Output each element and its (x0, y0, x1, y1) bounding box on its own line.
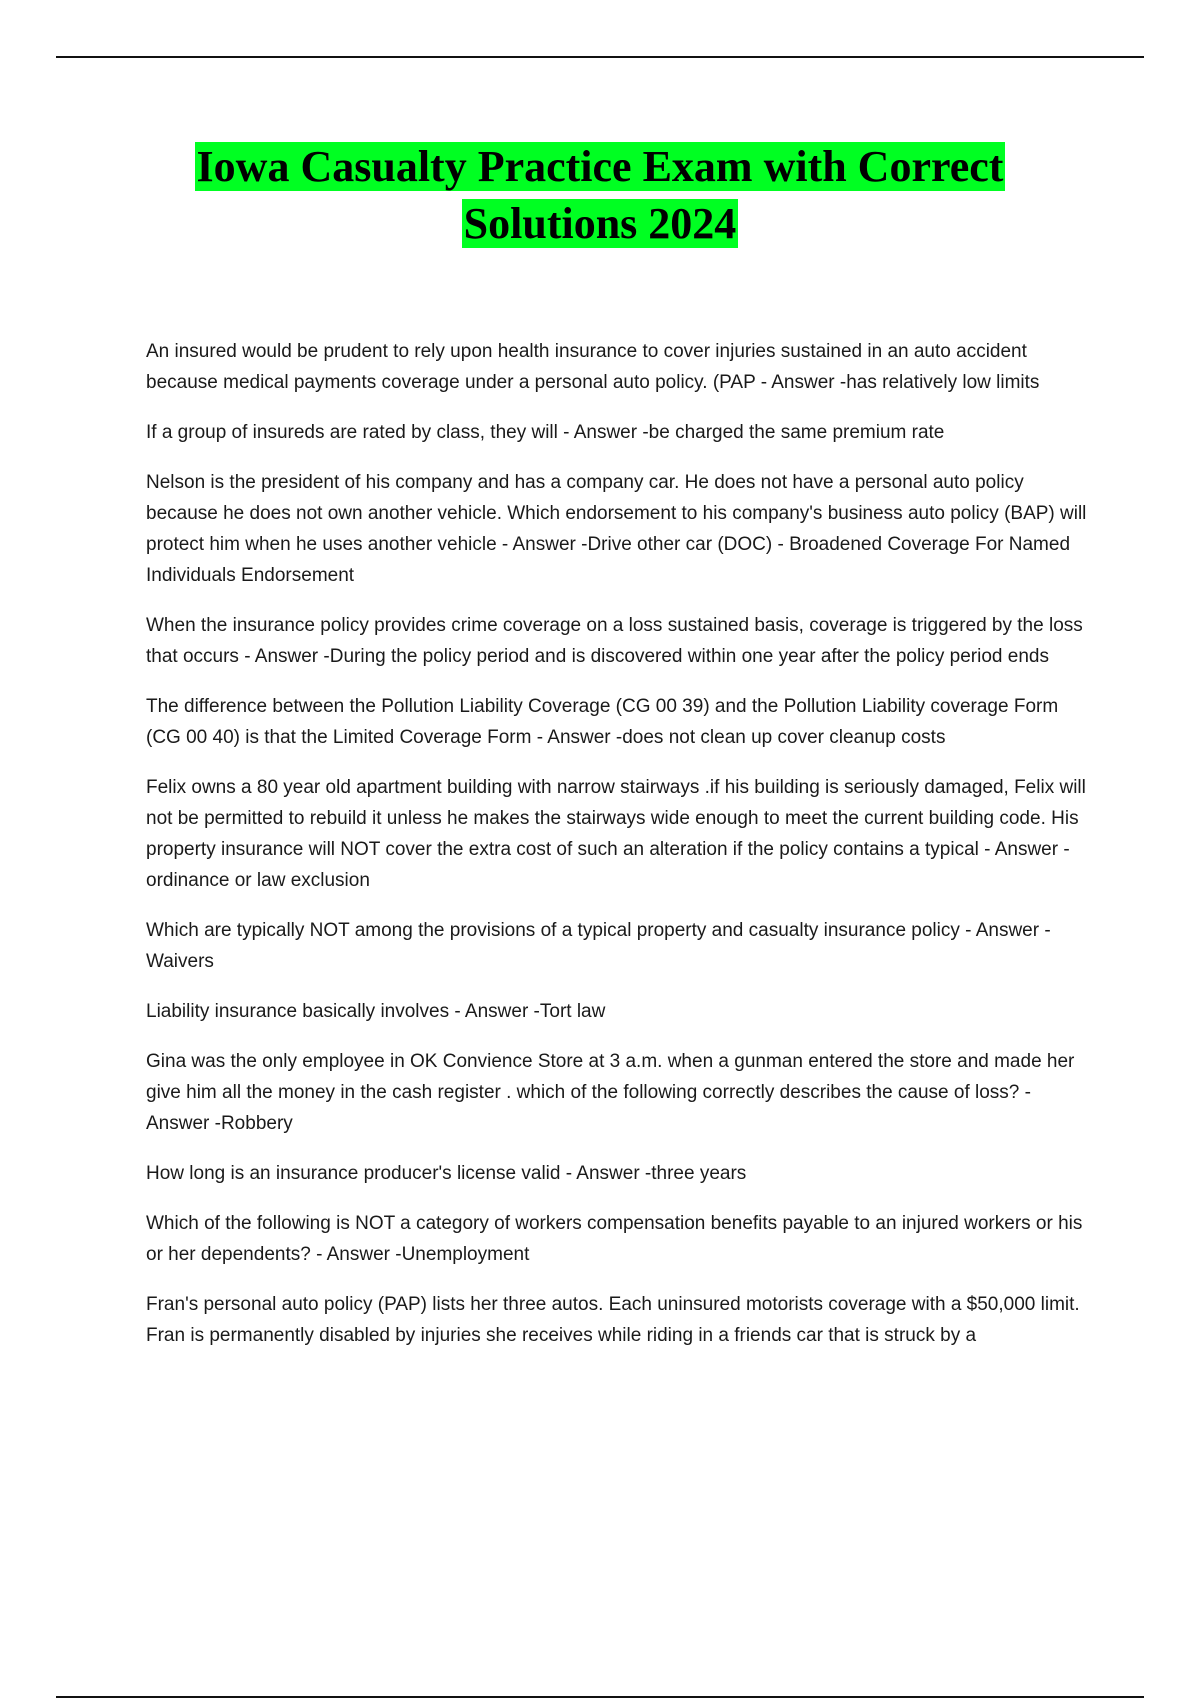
question-list (146, 336, 1096, 1370)
document-title (100, 138, 1100, 252)
qa-item: Fran's personal auto policy (PAP) lists her three autos. Each uninsured motorists coverage with a $50,000 limit. Fran is permanently disabled by injuries she receives while riding in a friends car that is struck by a (146, 1294, 1080, 1346)
qa-item: Which of the following is NOT a category of workers compensation benefits payable to an injured workers or his or her dependents? - Answer -Unemployment (146, 1213, 1083, 1265)
qa-item: When the insurance policy provides crime coverage on a loss sustained basis, coverage is triggered by the loss that occurs - Answer -During the policy period and is discovered within one year after the policy period ends (146, 615, 1083, 667)
title-line-2: Solutions 2024 (463, 199, 737, 248)
qa-item: Gina was the only employee in OK Convience Store at 3 a.m. when a gunman entered the store and made her give him all the money in the cash register . which of the following correctly describes the cause of loss? - Answer -Robbery (146, 1051, 1075, 1134)
qa-item: If a group of insureds are rated by class, they will - Answer -be charged the same premium rate (146, 422, 945, 443)
qa-item: Which are typically NOT among the provisions of a typical property and casualty insurance policy - Answer -Waivers (146, 920, 1051, 972)
qa-item: How long is an insurance producer's license valid - Answer -three years (146, 1163, 747, 1184)
top-rule (56, 56, 1144, 58)
bottom-rule (56, 1696, 1144, 1698)
qa-item: The difference between the Pollution Liability Coverage (CG 00 39) and the Pollution Liability coverage Form (CG 00 40) is that the Limited Coverage Form - Answer -does not clean up cover cleanup costs (146, 696, 1059, 748)
qa-item: Liability insurance basically involves - Answer -Tort law (146, 1001, 606, 1022)
qa-item: Nelson is the president of his company and has a company car. He does not have a personal auto policy because he does not own another vehicle. Which endorsement to his company's business auto policy (BAP) will protect him when he uses another vehicle - Answer -Drive other car (DOC) - Broadened Coverage For Named Individuals Endorsement (146, 472, 1087, 586)
qa-item: An insured would be prudent to rely upon health insurance to cover injuries sustained in an auto accident because medical payments coverage under a personal auto policy. (PAP - Answer -has relatively low limits (146, 341, 1040, 393)
qa-item: Felix owns a 80 year old apartment building with narrow stairways .if his building is seriously damaged, Felix will not be permitted to rebuild it unless he makes the stairways wide enough to meet the current building code. His property insurance will NOT cover the extra cost of such an alteration if the policy contains a typical - Answer -ordinance or law exclusion (146, 777, 1086, 891)
title-line-1: Iowa Casualty Practice Exam with Correct (196, 142, 1004, 191)
